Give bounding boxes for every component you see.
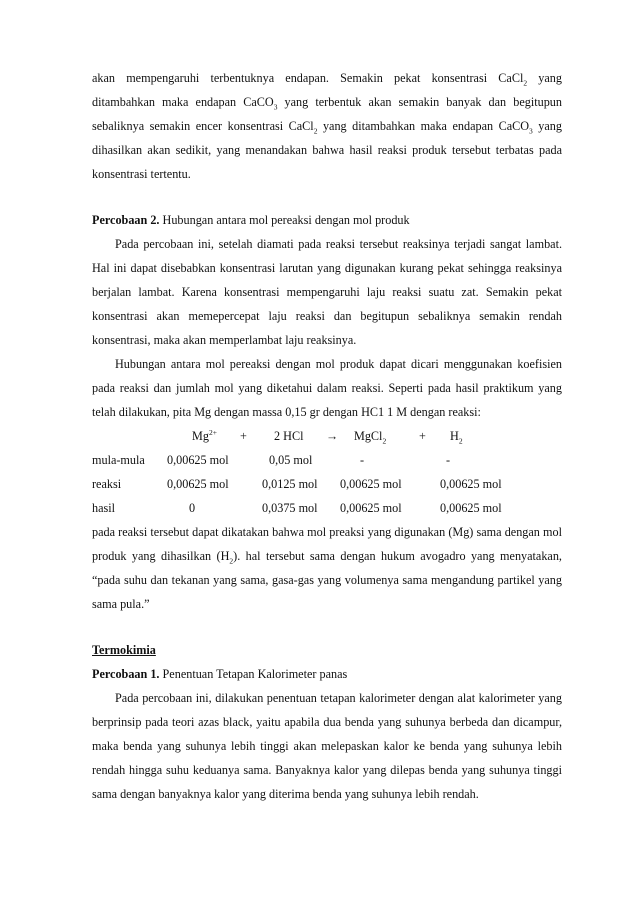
cell-reaksi-mg: 0,00625 mol — [167, 477, 229, 491]
paragraph-avogadro: pada reaksi tersebut dapat dikatakan bahwa mol preaksi yang digunakan (Mg) sama dengan mol produk yang dihasilkan $(H_2)$. hal tersebut sama dengan hukum avogadro yang menyatakan, “pada suhu dan tekanan yang sama, gasa-gas yang volumenya sama mengandung partikel yang sama pula.” — [92, 525, 562, 611]
cell-mula-mula-hcl: 0,05 mol — [269, 453, 313, 467]
page-content — [92, 66, 562, 806]
plus-sign-1: + — [240, 429, 247, 443]
row-label-mula-mula: mula-mula — [92, 453, 145, 467]
product-h2: $H_2$ — [450, 429, 463, 446]
cell-reaksi-hcl: 0,0125 mol — [262, 477, 318, 491]
heading-percobaan-2: Percobaan 2. Hubungan antara mol pereaksi dengan mol produk — [92, 213, 410, 227]
paragraph-endapan: akan mempengaruhi terbentuknya endapan. Semakin pekat konsentrasi CaCl$_2$ yang ditambahkan maka endapan CaCO$_3$ yang terbentuk akan semakin banyak dan begitupun sebaliknya semakin encer konsentrasi CaCl$_2$ yang ditambahkan maka endapan CaCO$_3$ yang dihasilkan akan sedikit, yang menandakan bahwa hasil reaksi produk tersebut terbatas pada konsentrasi tertentu. — [92, 71, 562, 181]
cell-hasil-h2: 0,00625 mol — [440, 501, 502, 515]
paragraph-hubungan-mol: Hubungan antara mol pereaksi dengan mol produk dapat dicari menggunakan koefisien pada reaksi dan jumlah mol yang diketahui dalam reaksi. Seperti pada hasil praktikum yang telah dilakukan, pita Mg dengan massa 0,15 gr dengan HC1 1 M dengan reaksi: — [92, 357, 562, 419]
reactant-hcl: 2 HCl — [274, 429, 304, 443]
cell-mula-mula-h2: - — [446, 453, 451, 467]
cell-hasil-mgcl2: 0,00625 mol — [340, 501, 402, 515]
paragraph-kalorimeter: Pada percobaan ini, dilakukan penentuan tetapan kalorimeter dengan alat kalorimeter yang berprinsip pada teori azas black, yaitu apabila dua benda yang suhunya berbeda dan dicampur, maka benda yang suhunya lebih tinggi akan melepaskan kalor ke benda yang suhunya lebih rendah hingga suhu keduanya sama. Banyaknya kalor yang dilepas benda yang suhunya tinggi sama dengan banyaknya kalor yang diterima benda yang suhunya lebih rendah. — [92, 691, 562, 801]
reaction-equation — [92, 424, 562, 520]
row-label-hasil: hasil — [92, 501, 116, 515]
heading-percobaan-1: Percobaan 1. Penentuan Tetapan Kalorimeter panas — [92, 667, 348, 681]
reactant-mg: $Mg^{2+}$ — [192, 427, 217, 443]
product-mgcl2: MgCl$_2$ — [354, 429, 387, 446]
reaction-arrow: → — [326, 429, 339, 443]
plus-sign-2: + — [419, 429, 426, 443]
cell-hasil-mg: 0 — [189, 501, 196, 515]
row-label-reaksi: reaksi — [92, 477, 122, 491]
heading-termokimia: Termokimia — [92, 643, 156, 657]
cell-reaksi-h2: 0,00625 mol — [440, 477, 502, 491]
cell-hasil-hcl: 0,0375 mol — [262, 501, 318, 515]
cell-mula-mula-mg: 0,00625 mol — [167, 453, 229, 467]
cell-mula-mula-mgcl2: - — [360, 453, 365, 467]
paragraph-laju-reaksi: Pada percobaan ini, setelah diamati pada reaksi tersebut reaksinya terjadi sangat lambat. Hal ini dapat disebabkan konsentrasi larutan yang digunakan kurang pekat sehingga reaksinya berjalan lambat. Karena konsentrasi mempengaruhi laju reaksi suatu zat. Semakin pekat konsentrasi akan memepercepat laju reaksi dan begitupun sebaliknya semakin rendah konsentrasi, maka akan memperlambat laju reaksinya. — [92, 237, 562, 347]
cell-reaksi-mgcl2: 0,00625 mol — [340, 477, 402, 491]
